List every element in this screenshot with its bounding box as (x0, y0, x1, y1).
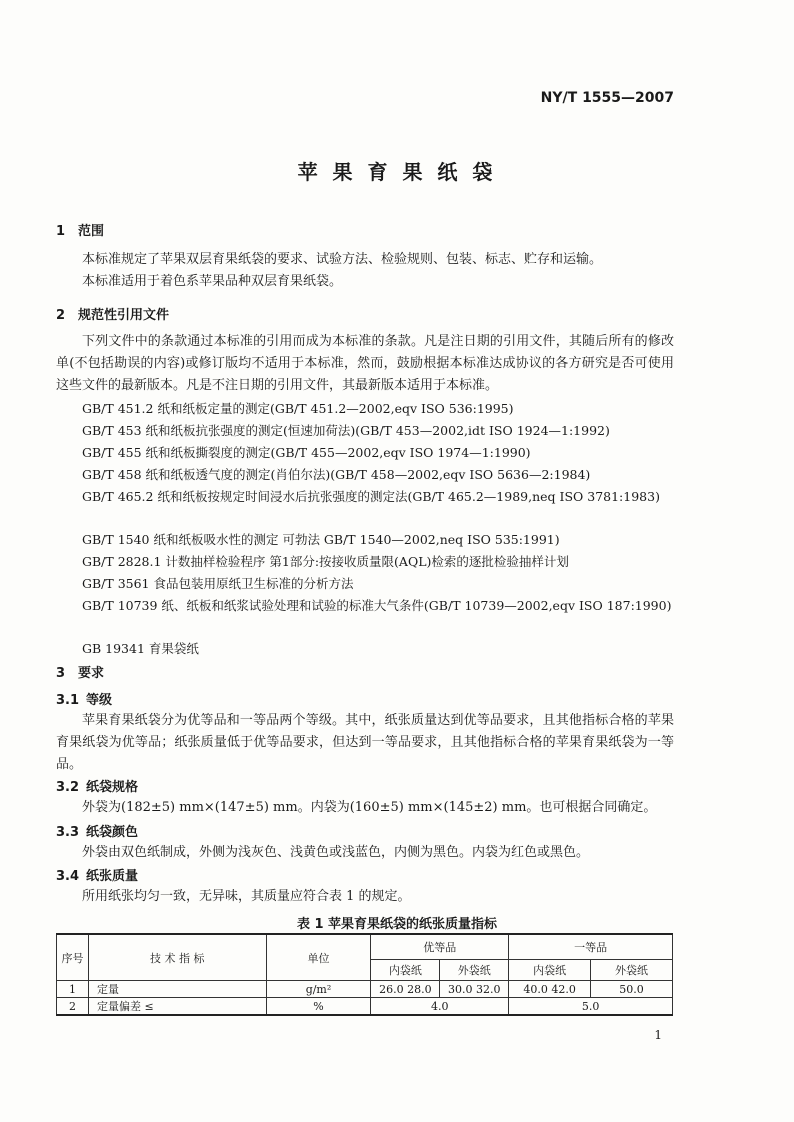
reference-item: GB 19341 育果袋纸 (82, 641, 199, 656)
cell-value: 5.0 (509, 998, 673, 1016)
cell-value: 4.0 (371, 998, 509, 1016)
header-outer: 外袋纸 (591, 960, 673, 981)
header-outer: 外袋纸 (440, 960, 509, 981)
section-number: 3.3 (56, 825, 80, 840)
cell-value: 30.0 32.0 (440, 981, 509, 998)
header-item: 技 术 指 标 (88, 934, 266, 981)
cell-value: 50.0 (591, 981, 673, 998)
reference-item: GB/T 465.2 纸和纸板按规定时间浸水后抗张强度的测定法(GB/T 465.2—1989,neq ISO 3781:1983) (82, 489, 660, 504)
cell-item: 定量 (88, 981, 266, 998)
reference-item: GB/T 458 纸和纸板透气度的测定(肖伯尔法)(GB/T 458—2002,eqv ISO 5636—2:1984) (82, 467, 591, 482)
reference-item: GB/T 3561 食品包装用原纸卫生标准的分析方法 (82, 576, 354, 591)
cell-seq: 2 (57, 998, 89, 1016)
cell-unit: g/m² (266, 981, 371, 998)
header-unit: 单位 (266, 934, 371, 981)
section-number: 1 (56, 224, 66, 239)
reference-item: GB/T 10739 纸、纸板和纸浆试验处理和试验的标准大气条件(GB/T 10739—2002,eqv ISO 187:1990) (82, 598, 672, 613)
reference-item: GB/T 2828.1 计数抽样检验程序 第1部分:按接收质量限(AQL)检索的逐批检验抽样计划 (82, 554, 569, 569)
subsection-heading-3-1 (56, 689, 112, 708)
section-number: 3.2 (56, 780, 80, 795)
table-row (57, 981, 673, 998)
section-title: 规范性引用文件 (78, 308, 170, 323)
section-heading-3 (56, 662, 104, 681)
cell-unit: % (266, 998, 371, 1016)
page-number: 1 (654, 1028, 662, 1042)
table-caption: 表 1 苹果育果纸袋的纸张质量指标 (296, 917, 498, 932)
quality-table (56, 933, 673, 1016)
table-row (57, 998, 673, 1016)
reference-item: GB/T 455 纸和纸板撕裂度的测定(GB/T 455—2002,eqv ISO 1974—1:1990) (82, 445, 531, 460)
section-number: 2 (56, 308, 66, 323)
subsection-heading-3-2 (56, 776, 138, 795)
reference-item: GB/T 451.2 纸和纸板定量的测定(GB/T 451.2—2002,eqv ISO 536:1995) (82, 401, 514, 416)
normative-intro: 下列文件中的条款通过本标准的引用而成为本标准的条款。凡是注日期的引用文件，其随后所有的修改单(不包括勘误的内容)或修订版均不适用于本标准，然而，鼓励根据本标准达成协议的各方研究是否可使用这些文件的最新版本。凡是不注日期的引用文件，其最新版本适用于本标准。 (56, 334, 674, 393)
scope-paragraph-2: 本标准适用于着色系苹果品种双层育果纸袋。 (82, 274, 343, 289)
reference-item: GB/T 1540 纸和纸板吸水性的测定 可勃法 GB/T 1540—2002,neq ISO 535:1991) (82, 532, 560, 547)
cell-value: 26.0 28.0 (371, 981, 440, 998)
section-title: 纸袋颜色 (86, 825, 139, 840)
color-paragraph: 外袋由双色纸制成，外侧为浅灰色、浅黄色或浅蓝色，内侧为黑色。内袋为红色或黑色。 (82, 845, 590, 860)
header-grade-superior: 优等品 (371, 934, 509, 960)
section-number: 3.4 (56, 869, 80, 884)
size-paragraph: 外袋为(182±5) mm×(147±5) mm。内袋为(160±5) mm×(145±2) mm。也可根据合同确定。 (82, 800, 657, 815)
section-title: 纸张质量 (86, 869, 139, 884)
paper-quality-paragraph: 所用纸张均匀一致，无异味，其质量应符合表 1 的规定。 (82, 889, 411, 904)
section-heading-1 (56, 220, 104, 239)
subsection-heading-3-3 (56, 821, 138, 840)
standard-number: NY/T 1555—2007 (540, 90, 674, 106)
header-inner: 内袋纸 (371, 960, 440, 981)
section-title: 范围 (78, 224, 105, 239)
cell-item: 定量偏差 ≤ (88, 998, 266, 1016)
section-title: 等级 (86, 693, 113, 708)
header-inner: 内袋纸 (509, 960, 591, 981)
cell-value: 40.0 42.0 (509, 981, 591, 998)
cell-seq: 1 (57, 981, 89, 998)
page-title: 苹 果 育 果 纸 袋 (297, 160, 497, 184)
grade-paragraph: 苹果育果纸袋分为优等品和一等品两个等级。其中，纸张质量达到优等品要求，且其他指标合格的苹果育果纸袋为优等品；纸张质量低于优等品要求，但达到一等品要求，且其他指标合格的苹果育果纸袋为一等品。 (56, 713, 674, 772)
header-seq: 序号 (57, 934, 89, 981)
subsection-heading-3-4 (56, 865, 138, 884)
section-number: 3 (56, 666, 66, 681)
header-grade-first: 一等品 (509, 934, 673, 960)
section-title: 纸袋规格 (86, 780, 139, 795)
reference-item: GB/T 453 纸和纸板抗张强度的测定(恒速加荷法)(GB/T 453—2002,idt ISO 1924—1:1992) (82, 423, 610, 438)
section-title: 要求 (78, 666, 105, 681)
section-heading-2 (56, 304, 169, 323)
section-number: 3.1 (56, 693, 80, 708)
scope-paragraph-1: 本标准规定了苹果双层育果纸袋的要求、试验方法、检验规则、包装、标志、贮存和运输。 (82, 252, 603, 267)
